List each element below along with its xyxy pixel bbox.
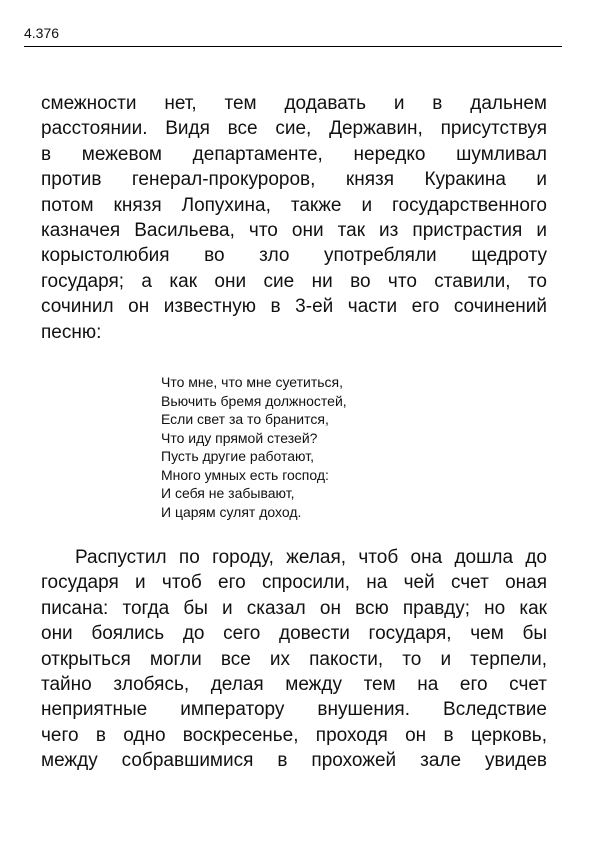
text-line: против генерал-прокуроров, князя Куракина и (41, 169, 547, 191)
page-number: 4.376 (24, 25, 60, 41)
text-line: песню: (41, 321, 102, 343)
text-line: писана: тогда бы и сказал он всю правду; но как (41, 597, 547, 619)
paragraph-1 (41, 91, 547, 345)
poem-line: И царям сулят доход. (161, 503, 302, 520)
text-line: корыстолюбия во зло употребляли щедроту (41, 245, 547, 267)
poem-line: Вьючить бремя должностей, (161, 392, 347, 409)
poem-line: И себя не забывают, (161, 485, 295, 501)
paragraph-2 (41, 545, 547, 774)
text-line: расстоянии. Видя все сие, Державин, присутствуя (41, 118, 547, 140)
page-header (24, 24, 562, 47)
poem-stanza (161, 373, 347, 521)
text-line: государя; а как они сие ни во что ставили, то (41, 270, 547, 292)
text-line: открыться могли все их пакости, то и терпели, (41, 648, 547, 670)
text-line: они боялись до сего довести государя, чем бы (41, 623, 547, 645)
text-line: между собравшимися в прохожей зале увидев (41, 750, 547, 772)
poem-line: Много умных есть господ: (161, 466, 329, 483)
text-line: Распустил по городу, желая, чтоб она дошла до (75, 547, 547, 568)
text-line: неприятные императору внушения. Вследствие (41, 699, 547, 721)
text-line: казначея Васильева, что они так из пристрастия и (41, 219, 547, 241)
poem-line: Если свет за то бранится, (161, 411, 329, 427)
text-line: сочинил он известную в 3-ей части его сочинений (41, 296, 547, 318)
text-line: тайно злобясь, делая между тем на его счет (41, 673, 547, 695)
text-line: потом князя Лопухина, также и государственного (41, 194, 547, 216)
text-line: смежности нет, тем додавать и в дальнем (41, 93, 547, 114)
poem-line: Пусть другие работают, (161, 448, 314, 464)
text-line: чего в одно воскресенье, проходя он в церковь, (41, 724, 547, 746)
poem-line: Что иду прямой стезей? (161, 429, 318, 446)
text-line: государя и чтоб его спросили, на чей счет оная (41, 572, 547, 594)
poem-line: Что мне, что мне суетиться, (161, 374, 344, 390)
text-line: в межевом департаменте, нередко шумливал (41, 143, 547, 165)
